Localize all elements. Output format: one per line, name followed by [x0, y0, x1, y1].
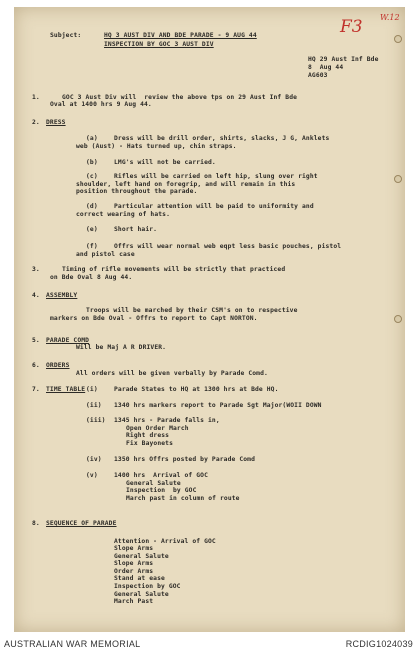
subject-line: INSPECTION BY GOC 3 AUST DIV: [104, 41, 214, 48]
item-number: 3.: [32, 266, 40, 273]
reference-line: AG603: [308, 72, 328, 79]
body-line: All orders will be given verbally by Parade Comd.: [76, 370, 268, 377]
reference-line: HQ 29 Aust Inf Bde: [308, 56, 379, 63]
body-line: LMG's will not be carried.: [114, 159, 216, 166]
body-line: Troops will be marched by their CSM's on to respective: [86, 307, 298, 314]
body-line: Oval at 1400 hrs 9 Aug 44.: [50, 101, 152, 108]
body-line: Open Order March: [126, 425, 189, 432]
body-line: markers on Bde Oval - Offrs to report to Capt NORTON.: [50, 315, 258, 322]
body-line: Attention - Arrival of GOC: [114, 538, 216, 545]
body-line: correct wearing of hats.: [76, 211, 171, 218]
sub-item-marker: (iv): [86, 456, 102, 463]
body-line: web (Aust) - Hats turned up, chin straps.: [76, 143, 237, 150]
body-line: 1350 hrs Offrs posted by Parade Comd: [114, 456, 256, 463]
archive-name: AUSTRALIAN WAR MEMORIAL: [4, 639, 141, 649]
body-line: position throughout the parade.: [76, 188, 198, 195]
sub-item-marker: (f): [86, 243, 98, 250]
body-line: Fix Bayonets: [126, 440, 174, 447]
body-line: Short hair.: [114, 226, 158, 233]
body-line: 1345 hrs - Parade falls in,: [114, 417, 220, 424]
archive-id: RCDIG1024039: [345, 639, 413, 649]
body-line: March past in column of route: [126, 495, 240, 502]
body-line: Order Arms: [114, 568, 154, 575]
stamp-page: W.12: [380, 13, 400, 22]
body-line: Inspection by GOC: [126, 487, 197, 494]
item-number: 4.: [32, 292, 40, 299]
sub-item-marker: (v): [86, 472, 98, 479]
sub-item-marker: (d): [86, 203, 98, 210]
section-heading: PARADE COMD: [46, 337, 90, 344]
sub-item-marker: (a): [86, 135, 98, 142]
body-line: Offrs will wear normal web eqpt less basic pouches, pistol: [114, 243, 342, 250]
document-page: [14, 7, 405, 632]
item-number: 7.: [32, 386, 40, 393]
section-heading: ORDERS: [46, 362, 70, 369]
subject-line: HQ 3 AUST DIV AND BDE PARADE - 9 AUG 44: [104, 32, 257, 39]
body-line: Right dress: [126, 432, 170, 439]
section-heading: SEQUENCE OF PARADE: [46, 520, 117, 527]
body-line: General Salute: [114, 553, 169, 560]
sub-item-marker: (iii): [86, 417, 106, 424]
sub-item-marker: (e): [86, 226, 98, 233]
body-line: Slope Arms: [114, 545, 154, 552]
sub-item-marker: (b): [86, 159, 98, 166]
body-line: Slope Arms: [114, 560, 154, 567]
item-number: 6.: [32, 362, 40, 369]
binder-holes: [393, 35, 403, 335]
body-line: GOC 3 Aust Div will review the above tps on 29 Aust Inf Bde: [62, 94, 298, 101]
item-number: 8.: [32, 520, 40, 527]
body-line: Particular attention will be paid to uniformity and: [114, 203, 314, 210]
body-line: General Salute: [114, 591, 169, 598]
item-number: 5.: [32, 337, 40, 344]
body-line: Timing of rifle movements will be strictly that practiced: [62, 266, 286, 273]
item-number: 1.: [32, 94, 40, 101]
body-line: shoulder, left hand on foregrip, and will remain in this: [76, 181, 296, 188]
body-line: Dress will be drill order, shirts, slacks, J G, Anklets: [114, 135, 330, 142]
body-line: and pistol case: [76, 251, 135, 258]
body-line: on Bde Oval 8 Aug 44.: [50, 274, 133, 281]
sub-item-marker: (ii): [86, 402, 102, 409]
archive-footer: [0, 636, 419, 654]
item-number: 2.: [32, 119, 40, 126]
body-line: Inspection by GOC: [114, 583, 181, 590]
section-heading: ASSEMBLY: [46, 292, 78, 299]
body-line: 1340 hrs markers report to Parade Sgt Major(WOII DOWN: [114, 402, 322, 409]
sub-item-marker: (c): [86, 173, 98, 180]
sub-item-marker: (i): [86, 386, 98, 393]
section-heading: TIME TABLE: [46, 386, 86, 393]
body-line: Stand at ease: [114, 575, 165, 582]
body-line: March Past: [114, 598, 154, 605]
stamp-code: F3: [340, 17, 363, 37]
body-line: Parade States to HQ at 1300 hrs at Bde HQ.: [114, 386, 279, 393]
body-line: Rifles will be carried on left hip, slung over right: [114, 173, 318, 180]
section-heading: DRESS: [46, 119, 66, 126]
reference-line: 8 Aug 44: [308, 64, 344, 71]
body-line: 1400 hrs Arrival of GOC: [114, 472, 209, 479]
body-line: Will be Maj A R DRIVER.: [76, 344, 167, 351]
subject-label: Subject:: [50, 32, 82, 39]
body-line: General Salute: [126, 480, 181, 487]
